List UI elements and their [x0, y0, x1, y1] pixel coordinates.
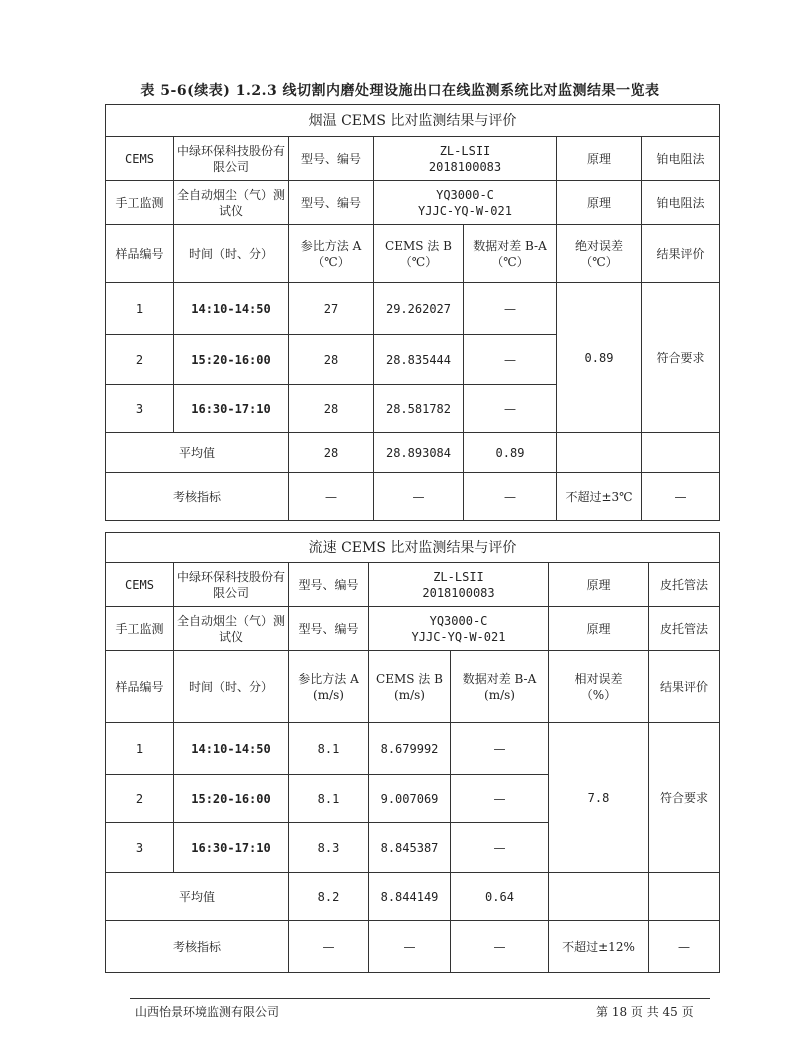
sample-no: 1 [106, 283, 174, 335]
empty-cell [557, 433, 642, 473]
value-b: 8.845387 [369, 823, 451, 873]
document-title: 表 5-6(续表) 1.2.3 线切割内磨处理设施出口在线监测系统比对监测结果一览表 [140, 83, 660, 99]
principle-value: 皮托管法 [649, 563, 720, 607]
col-diff: 数据对差 B-A （℃） [464, 225, 557, 283]
device-maker: 中绿环保科技股份有限公司 [174, 137, 289, 181]
value-a: 8.3 [289, 823, 369, 873]
velocity-comparison-table [105, 532, 720, 973]
serial-number: 2018100083 [428, 159, 502, 174]
footer-company: 山西怡景环境监测有限公司 [135, 1005, 280, 1019]
assessment-b: — [374, 473, 464, 521]
assessment-b: — [369, 921, 451, 973]
average-label: 平均值 [106, 433, 289, 473]
principle-value: 铂电阻法 [642, 137, 720, 181]
row-label: 手工监测 [106, 607, 174, 651]
model-label: 型号、编号 [289, 563, 369, 607]
value-a: 28 [289, 385, 374, 433]
average-b: 8.844149 [369, 873, 451, 921]
value-b: 8.679992 [369, 723, 451, 775]
model-number: ZL-LSII [439, 143, 491, 158]
model-label: 型号、编号 [289, 607, 369, 651]
average-row [106, 873, 720, 921]
col-time: 时间（时、分） [174, 651, 289, 723]
value-a: 27 [289, 283, 374, 335]
serial-number: YJJC-YQ-W-021 [418, 203, 512, 218]
col-method-a: 参比方法 A (m/s) [289, 651, 369, 723]
assessment-result: — [649, 921, 720, 973]
assessment-label: 考核指标 [106, 473, 289, 521]
time-range: 15:20-16:00 [174, 335, 289, 385]
model-serial [374, 137, 557, 181]
column-header-row [106, 225, 720, 283]
cems-device-row [106, 563, 720, 607]
serial-number: 2018100083 [422, 585, 495, 600]
temperature-comparison-table [105, 104, 720, 521]
col-cems-b: CEMS 法 B (m/s) [369, 651, 451, 723]
device-maker: 中绿环保科技股份有限公司 [174, 563, 289, 607]
assessment-result: — [642, 473, 720, 521]
row-label: CEMS [106, 563, 174, 607]
assessment-label: 考核指标 [106, 921, 289, 973]
time-range: 14:10-14:50 [174, 723, 289, 775]
assessment-row [106, 921, 720, 973]
time-range: 16:30-17:10 [174, 385, 289, 433]
average-label: 平均值 [106, 873, 289, 921]
col-time: 时间（时、分） [174, 225, 289, 283]
principle-label: 原理 [549, 563, 649, 607]
row-label: 手工监测 [106, 181, 174, 225]
section-heading: 烟温 CEMS 比对监测结果与评价 [106, 105, 720, 137]
assessment-limit: 不超过±3℃ [557, 473, 642, 521]
value-diff: — [464, 385, 557, 433]
device-maker: 全自动烟尘（气）测试仪 [174, 607, 289, 651]
col-diff: 数据对差 B-A (m/s) [451, 651, 549, 723]
sample-no: 3 [106, 823, 174, 873]
average-a: 28 [289, 433, 374, 473]
manual-device-row [106, 607, 720, 651]
manual-device-row [106, 181, 720, 225]
average-diff: 0.64 [451, 873, 549, 921]
value-b: 29.262027 [374, 283, 464, 335]
empty-cell [649, 873, 720, 921]
principle-value: 铂电阻法 [642, 181, 720, 225]
assessment-diff: — [451, 921, 549, 973]
value-diff: — [451, 723, 549, 775]
error-value: 0.89 [557, 283, 642, 433]
principle-label: 原理 [549, 607, 649, 651]
principle-label: 原理 [557, 181, 642, 225]
value-diff: — [464, 283, 557, 335]
value-b: 28.581782 [374, 385, 464, 433]
average-diff: 0.89 [464, 433, 557, 473]
assessment-a: — [289, 473, 374, 521]
assessment-a: — [289, 921, 369, 973]
section-heading: 流速 CEMS 比对监测结果与评价 [106, 533, 720, 563]
error-value: 7.8 [549, 723, 649, 873]
assessment-row [106, 473, 720, 521]
sample-no: 1 [106, 723, 174, 775]
col-result: 结果评价 [642, 225, 720, 283]
principle-label: 原理 [557, 137, 642, 181]
result-value: 符合要求 [649, 723, 720, 873]
model-number: YQ3000-C [436, 187, 494, 202]
row-label: CEMS [106, 137, 174, 181]
col-cems-b: CEMS 法 B （℃） [374, 225, 464, 283]
serial-number: YJJC-YQ-W-021 [411, 629, 506, 644]
col-sample: 样品编号 [106, 225, 174, 283]
footer-page-number: 第 18 页 共 45 页 [596, 1005, 694, 1019]
model-number: ZL-LSII [433, 569, 484, 584]
value-a: 8.1 [289, 775, 369, 823]
col-method-a: 参比方法 A （℃） [289, 225, 374, 283]
sample-no: 2 [106, 335, 174, 385]
result-value: 符合要求 [642, 283, 720, 433]
sample-no: 2 [106, 775, 174, 823]
principle-value: 皮托管法 [649, 607, 720, 651]
column-header-row [106, 651, 720, 723]
footer-divider [130, 998, 710, 999]
empty-cell [642, 433, 720, 473]
table-row [106, 723, 720, 775]
value-b: 28.835444 [374, 335, 464, 385]
value-a: 8.1 [289, 723, 369, 775]
col-result: 结果评价 [649, 651, 720, 723]
model-serial [369, 563, 549, 607]
value-diff: — [451, 823, 549, 873]
col-error: 相对误差 （%） [549, 651, 649, 723]
cems-device-row [106, 137, 720, 181]
value-diff: — [464, 335, 557, 385]
sample-no: 3 [106, 385, 174, 433]
empty-cell [549, 873, 649, 921]
model-serial [369, 607, 549, 651]
model-label: 型号、编号 [289, 181, 374, 225]
assessment-limit: 不超过±12% [549, 921, 649, 973]
average-row [106, 433, 720, 473]
time-range: 15:20-16:00 [174, 775, 289, 823]
assessment-diff: — [464, 473, 557, 521]
time-range: 14:10-14:50 [174, 283, 289, 335]
col-sample: 样品编号 [106, 651, 174, 723]
value-a: 28 [289, 335, 374, 385]
value-b: 9.007069 [369, 775, 451, 823]
table-row [106, 283, 720, 335]
model-serial [374, 181, 557, 225]
device-maker: 全自动烟尘（气）测试仪 [174, 181, 289, 225]
model-number: YQ3000-C [429, 613, 488, 628]
average-a: 8.2 [289, 873, 369, 921]
model-label: 型号、编号 [289, 137, 374, 181]
col-error: 绝对误差 （℃） [557, 225, 642, 283]
value-diff: — [451, 775, 549, 823]
average-b: 28.893084 [374, 433, 464, 473]
time-range: 16:30-17:10 [174, 823, 289, 873]
